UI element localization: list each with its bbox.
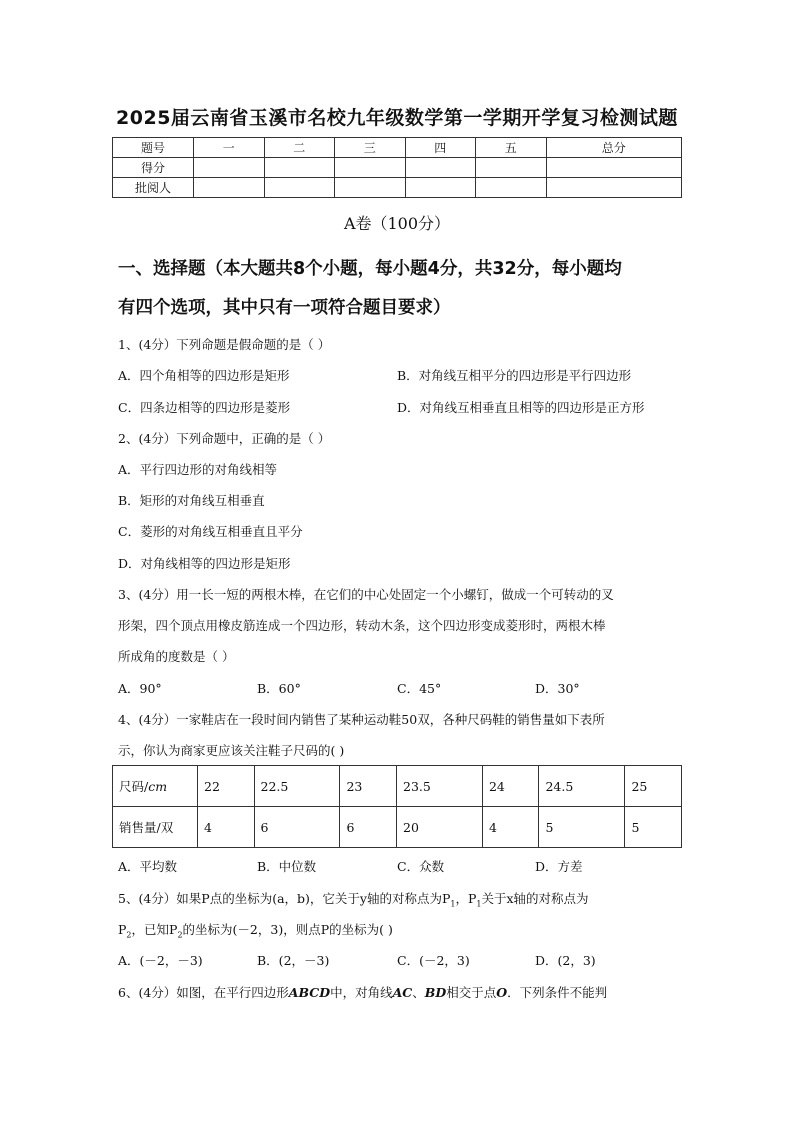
score-table (112, 137, 682, 198)
table-cell: 6 (340, 807, 397, 848)
question-3-option-b[interactable]: B．60° (257, 681, 301, 696)
question-3-option-a[interactable]: A．90° (118, 681, 162, 696)
question-1-option-c[interactable]: C．四条边相等的四边形是菱形 (118, 400, 291, 415)
table-cell: 4 (198, 807, 255, 848)
table-cell: 24 (482, 766, 539, 807)
subscript: 1 (450, 899, 456, 909)
table-cell: 22.5 (254, 766, 340, 807)
table-cell: 20 (397, 807, 483, 848)
table-cell: 销售量/双 (113, 807, 198, 848)
q6-text: 相交于点 (446, 985, 497, 1000)
question-3-option-d[interactable]: D．30° (535, 681, 580, 696)
table-cell: 4 (482, 807, 539, 848)
question-2-option-c[interactable]: C．菱形的对角线互相垂直且平分 (118, 524, 303, 539)
q6-text: 、 (412, 985, 425, 1000)
table-cell: 三 (335, 138, 406, 158)
grader-input-cell[interactable] (405, 178, 476, 198)
question-4-option-b[interactable]: B．中位数 (257, 859, 317, 874)
score-input-cell[interactable] (335, 158, 406, 178)
grader-input-cell[interactable] (264, 178, 335, 198)
table-cell: 5 (539, 807, 625, 848)
part1-heading-line1: 一、选择题（本大题共8个小题，每小题4分，共32分，每小题均 (118, 259, 622, 279)
table-cell: 二 (264, 138, 335, 158)
score-input-cell[interactable] (264, 158, 335, 178)
table-row (113, 766, 682, 807)
q5-text: 关于x轴的对称点为 (481, 891, 589, 906)
table-cell: 6 (254, 807, 340, 848)
question-2-option-b[interactable]: B．矩形的对角线互相垂直 (118, 493, 265, 508)
question-3-option-c[interactable]: C．45° (397, 681, 442, 696)
question-5-option-a[interactable]: A．(－2，－3) (118, 953, 203, 968)
question-5-option-d[interactable]: D．(2，3) (535, 953, 596, 968)
section-a-label: A卷（100分） (343, 214, 451, 233)
question-1-option-a[interactable]: A．四个角相等的四边形是矩形 (118, 368, 290, 383)
question-2-option-d[interactable]: D．对角线相等的四边形是矩形 (118, 556, 291, 571)
q5-text: ，P (455, 891, 477, 906)
score-input-cell[interactable] (476, 158, 547, 178)
question-2-option-a[interactable]: A．平行四边形的对角线相等 (118, 462, 278, 477)
question-3-line-1: 3、(4分）用一长一短的两根木棒，在它们的中心处固定一个小螺钉，做成一个可转动的叉 (118, 587, 614, 602)
table-cell: 得分 (113, 158, 194, 178)
question-5-line-1 (118, 889, 589, 909)
q5-text: ，已知P (131, 922, 178, 937)
math-var: BD (424, 985, 447, 1000)
table-row (113, 158, 682, 178)
question-3-line-3: 所成角的度数是（ ） (118, 649, 235, 664)
table-cell: 23.5 (397, 766, 483, 807)
grader-input-cell[interactable] (546, 178, 682, 198)
question-6-line-1 (118, 983, 607, 1001)
shoe-sales-table (112, 765, 682, 848)
q6-text: 中，对角线 (330, 985, 393, 1000)
grader-input-cell[interactable] (476, 178, 547, 198)
subscript: 2 (126, 930, 132, 940)
table-row (113, 138, 682, 158)
question-4-line-1: 4、(4分）一家鞋店在一段时间内销售了某种运动鞋50双，各种尺码鞋的销售量如下表所 (118, 712, 605, 727)
size-unit: cm (148, 779, 168, 794)
question-4-option-c[interactable]: C．众数 (397, 859, 445, 874)
table-cell: 批阅人 (113, 178, 194, 198)
question-5-line-2 (118, 920, 393, 940)
table-row (113, 807, 682, 848)
table-cell: 一 (194, 138, 265, 158)
question-5-option-c[interactable]: C．(－2，3) (397, 953, 470, 968)
q5-text: P (118, 922, 127, 937)
question-5-option-b[interactable]: B．(2，－3) (257, 953, 330, 968)
subscript: 1 (476, 899, 482, 909)
subscript: 2 (177, 930, 183, 940)
q6-text: 6、(4分）如图，在平行四边形 (118, 985, 289, 1000)
question-1-option-d[interactable]: D．对角线互相垂直且相等的四边形是正方形 (397, 400, 645, 415)
table-cell: 25 (625, 766, 682, 807)
exam-title: 2025届云南省玉溪市名校九年级数学第一学期开学复习检测试题 (116, 107, 678, 129)
size-label-cell (113, 766, 198, 807)
question-3-line-2: 形架，四个顶点用橡皮筋连成一个四边形，转动木条，这个四边形变成菱形时，两根木棒 (118, 618, 606, 633)
table-cell: 22 (198, 766, 255, 807)
table-row (113, 178, 682, 198)
score-input-cell[interactable] (546, 158, 682, 178)
table-cell: 总分 (546, 138, 682, 158)
question-4-option-a[interactable]: A．平均数 (118, 859, 178, 874)
question-1-option-b[interactable]: B．对角线互相平分的四边形是平行四边形 (397, 368, 632, 383)
math-var: AC (392, 985, 413, 1000)
score-input-cell[interactable] (405, 158, 476, 178)
table-cell: 题号 (113, 138, 194, 158)
size-label: 尺码/ (119, 779, 149, 794)
question-1-stem: 1、(4分）下列命题是假命题的是（ ） (118, 337, 331, 352)
math-var: ABCD (288, 985, 331, 1000)
math-var: O (496, 985, 508, 1000)
table-cell: 5 (625, 807, 682, 848)
table-cell: 23 (340, 766, 397, 807)
question-2-stem: 2、(4分）下列命题中，正确的是（ ） (118, 431, 331, 446)
q5-text: 5、(4分）如果P点的坐标为(a，b)，它关于y轴的对称点为P (118, 891, 451, 906)
q6-text: ．下列条件不能判 (507, 985, 608, 1000)
table-cell: 24.5 (539, 766, 625, 807)
question-4-line-2: 示，你认为商家更应该关注鞋子尺码的( ) (118, 743, 345, 758)
score-input-cell[interactable] (194, 158, 265, 178)
grader-input-cell[interactable] (194, 178, 265, 198)
q5-text: 的坐标为(－2，3)，则点P的坐标为( ) (182, 922, 393, 937)
table-cell: 四 (405, 138, 476, 158)
grader-input-cell[interactable] (335, 178, 406, 198)
part1-heading-line2: 有四个选项，其中只有一项符合题目要求） (118, 298, 451, 318)
table-cell: 五 (476, 138, 547, 158)
question-4-option-d[interactable]: D．方差 (535, 859, 583, 874)
